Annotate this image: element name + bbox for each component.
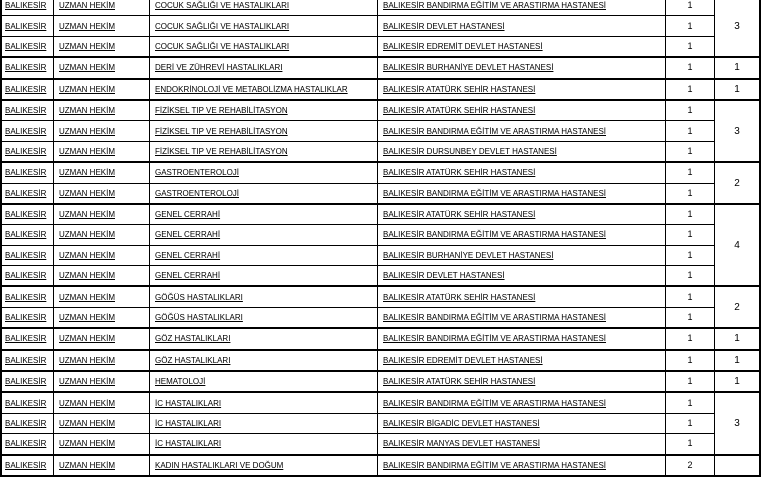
city-cell-text: BALIKESİR	[5, 355, 47, 365]
group-total-cell: 1	[715, 371, 761, 392]
hospital-cell	[378, 204, 666, 225]
hospital-cell	[378, 36, 666, 57]
city-cell	[1, 434, 54, 455]
table-body	[1, 0, 760, 476]
group-total-cell: 4	[715, 204, 761, 287]
title-cell-text: UZMAN HEKİM	[59, 292, 115, 302]
branch-cell	[150, 141, 378, 162]
city-cell	[1, 455, 54, 476]
hospital-cell	[378, 371, 666, 392]
title-cell	[54, 371, 150, 392]
hospital-cell	[378, 57, 666, 78]
hospital-cell-text: BALIKESİR EDREMİT DEVLET HASTANESİ	[383, 355, 543, 365]
branch-cell-text: GASTROENTEROLOJİ	[155, 188, 240, 198]
city-cell	[1, 183, 54, 204]
group-total-cell: 2	[715, 286, 761, 328]
city-cell	[1, 36, 54, 57]
branch-cell	[150, 371, 378, 392]
branch-cell	[150, 100, 378, 121]
title-cell	[54, 225, 150, 245]
hospital-cell-text: BALIKESİR DURSUNBEY DEVLET HASTANESİ	[383, 146, 557, 156]
city-cell	[1, 100, 54, 121]
hospital-cell-text: BALIKESİR BURHANİYE DEVLET HASTANESİ	[383, 63, 554, 73]
title-cell-text: UZMAN HEKİM	[59, 210, 115, 220]
city-cell-text: BALIKESİR	[5, 126, 47, 136]
title-cell	[54, 162, 150, 183]
branch-cell-text: FİZİKSEL TIP VE REHABİLİTASYON	[155, 106, 288, 116]
title-cell-text: UZMAN HEKİM	[59, 250, 115, 260]
table-row	[1, 434, 760, 455]
quota-cell: 1	[666, 392, 715, 413]
branch-cell	[150, 307, 378, 328]
branch-cell	[150, 350, 378, 371]
branch-cell	[150, 455, 378, 476]
branch-cell-text: ENDOKRİNOLOJİ VE METABOLİZMA HASTALIKLAR	[155, 84, 348, 94]
quota-cell: 1	[666, 141, 715, 162]
table-row	[1, 121, 760, 141]
table-row	[1, 350, 760, 371]
group-total-cell: 3	[715, 100, 761, 162]
branch-cell	[150, 286, 378, 307]
hospital-cell-text: BALIKESİR ATATÜRK SEHİR HASTANESİ	[383, 377, 536, 387]
title-cell	[54, 100, 150, 121]
branch-cell	[150, 162, 378, 183]
city-cell-text: BALIKESİR	[5, 21, 47, 31]
quota-cell: 1	[666, 434, 715, 455]
city-cell-text: BALIKESİR	[5, 63, 47, 73]
branch-cell	[150, 121, 378, 141]
quota-cell: 1	[666, 100, 715, 121]
quota-cell: 1	[666, 350, 715, 371]
hospital-cell	[378, 16, 666, 36]
title-cell-text: UZMAN HEKİM	[59, 63, 115, 73]
title-cell	[54, 455, 150, 476]
branch-cell	[150, 79, 378, 100]
city-cell	[1, 0, 54, 16]
branch-cell-text: GÖĞÜS HASTALIKLARI	[155, 292, 243, 302]
hospital-cell-text: BALIKESİR BANDIRMA EĞİTİM VE ARASTIRMA HASTANESİ	[383, 334, 607, 344]
quota-cell: 1	[666, 286, 715, 307]
branch-cell	[150, 392, 378, 413]
quota-cell: 1	[666, 36, 715, 57]
city-cell-text: BALIKESİR	[5, 460, 47, 470]
title-cell	[54, 0, 150, 16]
table-row	[1, 392, 760, 413]
city-cell-text: BALIKESİR	[5, 398, 47, 408]
title-cell	[54, 350, 150, 371]
quota-cell: 1	[666, 183, 715, 204]
title-cell	[54, 121, 150, 141]
hospital-cell-text: BALIKESİR BANDIRMA EĞİTİM VE ARASTIRMA HASTANESİ	[383, 1, 607, 11]
hospital-cell-text: BALIKESİR ATATÜRK SEHİR HASTANESİ	[383, 106, 536, 116]
title-cell-text: UZMAN HEKİM	[59, 398, 115, 408]
branch-cell-text: KADIN HASTALIKLARI VE DOĞUM	[155, 460, 284, 470]
city-cell	[1, 371, 54, 392]
city-cell-text: BALIKESİR	[5, 230, 47, 240]
hospital-cell-text: BALIKESİR BANDIRMA EĞİTİM VE ARASTIRMA HASTANESİ	[383, 230, 607, 240]
table-row	[1, 266, 760, 287]
title-cell	[54, 392, 150, 413]
title-cell-text: UZMAN HEKİM	[59, 313, 115, 323]
title-cell-text: UZMAN HEKİM	[59, 188, 115, 198]
hospital-cell-text: BALIKESİR BANDIRMA EĞİTİM VE ARASTIRMA HASTANESİ	[383, 126, 607, 136]
table-row	[1, 307, 760, 328]
city-cell-text: BALIKESİR	[5, 106, 47, 116]
branch-cell-text: GENEL CERRAHİ	[155, 271, 221, 281]
hospital-cell-text: BALIKESİR ATATÜRK SEHİR HASTANESİ	[383, 84, 536, 94]
hospital-cell	[378, 79, 666, 100]
table-row	[1, 225, 760, 245]
hospital-cell	[378, 225, 666, 245]
quota-cell: 1	[666, 245, 715, 265]
city-cell	[1, 413, 54, 433]
quota-cell: 1	[666, 79, 715, 100]
branch-cell-text: GASTROENTEROLOJİ	[155, 168, 240, 178]
hospital-cell	[378, 392, 666, 413]
table-row	[1, 286, 760, 307]
city-cell-text: BALIKESİR	[5, 41, 47, 51]
group-total-cell: 3	[715, 0, 761, 57]
city-cell	[1, 266, 54, 287]
branch-cell	[150, 434, 378, 455]
title-cell	[54, 36, 150, 57]
branch-cell	[150, 266, 378, 287]
branch-cell	[150, 413, 378, 433]
title-cell	[54, 266, 150, 287]
table-row	[1, 16, 760, 36]
title-cell-text: UZMAN HEKİM	[59, 334, 115, 344]
table-row	[1, 0, 760, 16]
title-cell-text: UZMAN HEKİM	[59, 146, 115, 156]
table-row	[1, 371, 760, 392]
table-row	[1, 183, 760, 204]
branch-cell-text: GENEL CERRAHİ	[155, 230, 221, 240]
quota-cell: 1	[666, 16, 715, 36]
hospital-cell	[378, 307, 666, 328]
title-cell-text: UZMAN HEKİM	[59, 460, 115, 470]
city-cell	[1, 121, 54, 141]
quota-cell: 1	[666, 57, 715, 78]
title-cell	[54, 79, 150, 100]
branch-cell	[150, 36, 378, 57]
branch-cell-text: İC HASTALIKLARI	[155, 439, 222, 449]
branch-cell-text: COCUK SAĞLIĞI VE HASTALIKLARI	[155, 1, 290, 11]
table-row	[1, 100, 760, 121]
city-cell-text: BALIKESİR	[5, 377, 47, 387]
branch-cell	[150, 57, 378, 78]
branch-cell-text: FİZİKSEL TIP VE REHABİLİTASYON	[155, 126, 288, 136]
table-row	[1, 36, 760, 57]
title-cell-text: UZMAN HEKİM	[59, 439, 115, 449]
title-cell-text: UZMAN HEKİM	[59, 271, 115, 281]
city-cell	[1, 328, 54, 349]
branch-cell-text: HEMATOLOJİ	[155, 377, 206, 387]
city-cell	[1, 57, 54, 78]
city-cell-text: BALIKESİR	[5, 84, 47, 94]
branch-cell	[150, 16, 378, 36]
hospital-cell	[378, 141, 666, 162]
city-cell-text: BALIKESİR	[5, 168, 47, 178]
group-total-cell: 1	[715, 328, 761, 349]
table-row	[1, 162, 760, 183]
group-total-cell: 2	[715, 162, 761, 204]
hospital-cell-text: BALIKESİR BANDIRMA EĞİTİM VE ARASTIRMA HASTANESİ	[383, 460, 607, 470]
hospital-cell-text: BALIKESİR DEVLET HASTANESİ	[383, 21, 505, 31]
city-cell	[1, 245, 54, 265]
table-row	[1, 328, 760, 349]
branch-cell-text: GÖZ HASTALIKLARI	[155, 355, 231, 365]
group-total-cell: 1	[715, 350, 761, 371]
hospital-cell-text: BALIKESİR BANDIRMA EĞİTİM VE ARASTIRMA HASTANESİ	[383, 188, 607, 198]
table-row	[1, 57, 760, 78]
branch-cell-text: İC HASTALIKLARI	[155, 419, 222, 428]
hospital-cell	[378, 121, 666, 141]
title-cell-text: UZMAN HEKİM	[59, 377, 115, 387]
quota-cell: 1	[666, 0, 715, 16]
city-cell-text: BALIKESİR	[5, 1, 47, 11]
city-cell	[1, 286, 54, 307]
title-cell	[54, 328, 150, 349]
title-cell-text: UZMAN HEKİM	[59, 21, 115, 31]
city-cell	[1, 204, 54, 225]
hospital-cell	[378, 413, 666, 433]
branch-cell-text: COCUK SAĞLIĞI VE HASTALIKLARI	[155, 41, 290, 51]
title-cell-text: UZMAN HEKİM	[59, 168, 115, 178]
city-cell-text: BALIKESİR	[5, 271, 47, 281]
hospital-cell-text: BALIKESİR BURHANİYE DEVLET HASTANESİ	[383, 250, 554, 260]
hospital-cell-text: BALIKESİR DEVLET HASTANESİ	[383, 271, 505, 281]
city-cell-text: BALIKESİR	[5, 188, 47, 198]
quota-cell: 2	[666, 455, 715, 476]
title-cell-text: UZMAN HEKİM	[59, 1, 115, 11]
title-cell-text: UZMAN HEKİM	[59, 230, 115, 240]
table-row	[1, 79, 760, 100]
hospital-cell	[378, 328, 666, 349]
table-row	[1, 413, 760, 433]
hospital-cell	[378, 286, 666, 307]
title-cell-text: UZMAN HEKİM	[59, 41, 115, 51]
title-cell	[54, 307, 150, 328]
hospital-cell	[378, 0, 666, 16]
table-row	[1, 141, 760, 162]
city-cell	[1, 392, 54, 413]
title-cell-text: UZMAN HEKİM	[59, 419, 115, 428]
hospital-cell-text: BALIKESİR ATATÜRK SEHİR HASTANESİ	[383, 168, 536, 178]
branch-cell-text: GÖĞÜS HASTALIKLARI	[155, 313, 243, 323]
title-cell-text: UZMAN HEKİM	[59, 355, 115, 365]
title-cell	[54, 286, 150, 307]
hospital-cell	[378, 350, 666, 371]
hospital-cell	[378, 162, 666, 183]
hospital-cell-text: BALIKESİR BANDIRMA EĞİTİM VE ARASTIRMA HASTANESİ	[383, 398, 607, 408]
quota-cell: 1	[666, 121, 715, 141]
city-cell	[1, 307, 54, 328]
city-cell	[1, 162, 54, 183]
hospital-cell-text: BALIKESİR ATATÜRK SEHİR HASTANESİ	[383, 210, 536, 220]
quota-cell: 1	[666, 204, 715, 225]
title-cell	[54, 413, 150, 433]
hospital-cell-text: BALIKESİR BİGADİC DEVLET HASTANESİ	[383, 419, 540, 428]
quota-cell: 1	[666, 162, 715, 183]
city-cell-text: BALIKESİR	[5, 292, 47, 302]
hospital-cell-text: BALIKESİR MANYAS DEVLET HASTANESİ	[383, 439, 540, 449]
table-row	[1, 204, 760, 225]
city-cell	[1, 79, 54, 100]
branch-cell	[150, 225, 378, 245]
quota-cell: 1	[666, 371, 715, 392]
city-cell-text: BALIKESİR	[5, 250, 47, 260]
quota-cell: 1	[666, 413, 715, 433]
hospital-cell	[378, 455, 666, 476]
title-cell	[54, 183, 150, 204]
city-cell	[1, 141, 54, 162]
hospital-cell-text: BALIKESİR EDREMİT DEVLET HASTANESİ	[383, 41, 543, 51]
branch-cell-text: GENEL CERRAHİ	[155, 250, 221, 260]
group-total-cell: 1	[715, 57, 761, 78]
branch-cell-text: COCUK SAĞLIĞI VE HASTALIKLARI	[155, 21, 290, 31]
branch-cell	[150, 204, 378, 225]
title-cell	[54, 16, 150, 36]
city-cell-text: BALIKESİR	[5, 146, 47, 156]
table-row	[1, 455, 760, 476]
hospital-cell	[378, 434, 666, 455]
quota-cell: 1	[666, 307, 715, 328]
title-cell-text: UZMAN HEKİM	[59, 84, 115, 94]
group-total-cell: 3	[715, 392, 761, 454]
hospital-cell	[378, 100, 666, 121]
group-total-cell	[715, 455, 761, 476]
branch-cell-text: FİZİKSEL TIP VE REHABİLİTASYON	[155, 146, 288, 156]
title-cell-text: UZMAN HEKİM	[59, 126, 115, 136]
city-cell-text: BALIKESİR	[5, 313, 47, 323]
city-cell	[1, 16, 54, 36]
title-cell	[54, 245, 150, 265]
city-cell	[1, 225, 54, 245]
city-cell-text: BALIKESİR	[5, 334, 47, 344]
branch-cell-text: İC HASTALIKLARI	[155, 398, 222, 408]
hospital-cell	[378, 266, 666, 287]
branch-cell-text: DERİ VE ZÜHREVİ HASTALIKLARI	[155, 63, 283, 73]
city-cell	[1, 350, 54, 371]
city-cell-text: BALIKESİR	[5, 439, 47, 449]
branch-cell	[150, 328, 378, 349]
title-cell	[54, 434, 150, 455]
hospital-cell-text: BALIKESİR BANDIRMA EĞİTİM VE ARASTIRMA HASTANESİ	[383, 313, 607, 323]
branch-cell	[150, 183, 378, 204]
branch-cell-text: GENEL CERRAHİ	[155, 210, 221, 220]
hospital-cell	[378, 183, 666, 204]
title-cell	[54, 141, 150, 162]
quota-cell: 1	[666, 266, 715, 287]
branch-cell-text: GÖZ HASTALIKLARI	[155, 334, 231, 344]
quota-cell: 1	[666, 328, 715, 349]
hospital-cell-text: BALIKESİR ATATÜRK SEHİR HASTANESİ	[383, 292, 536, 302]
group-total-cell: 1	[715, 79, 761, 100]
title-cell	[54, 57, 150, 78]
branch-cell	[150, 0, 378, 16]
table-row	[1, 245, 760, 265]
quota-cell: 1	[666, 225, 715, 245]
city-cell-text: BALIKESİR	[5, 210, 47, 220]
branch-cell	[150, 245, 378, 265]
city-cell-text: BALIKESİR	[5, 419, 47, 428]
hospital-cell	[378, 245, 666, 265]
title-cell-text: UZMAN HEKİM	[59, 106, 115, 116]
title-cell	[54, 204, 150, 225]
